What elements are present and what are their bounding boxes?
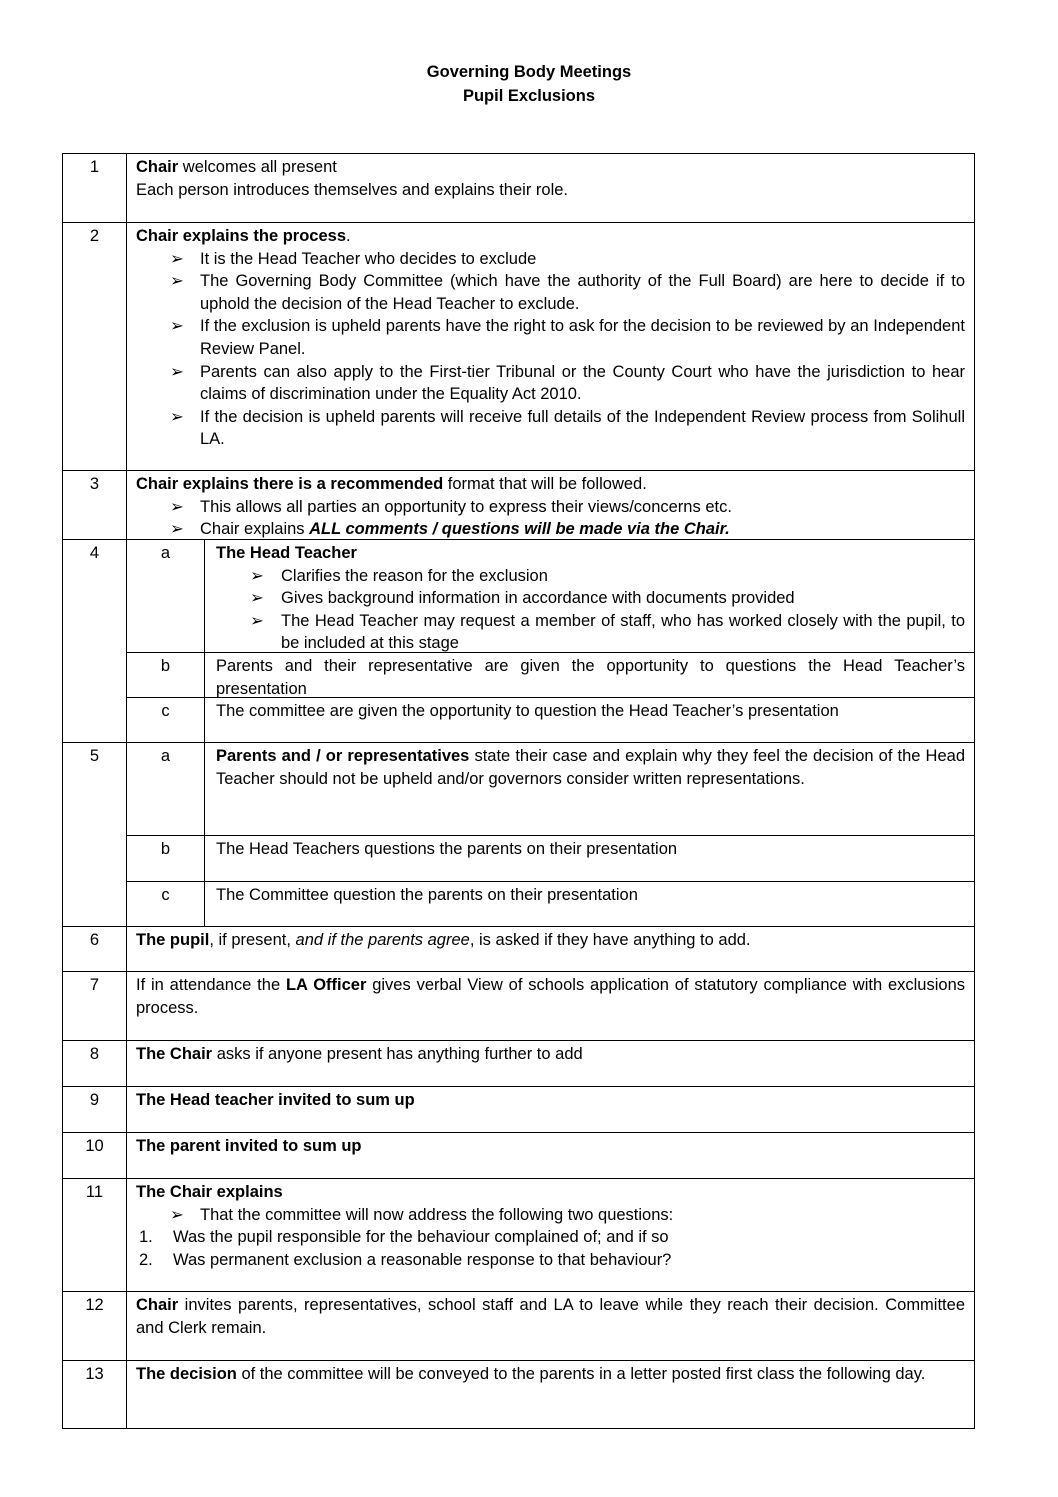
bullet-item: ➢ This allows all parties an opportunity to express their views/concerns etc. [136,496,965,519]
row-content: If in attendance the LA Officer gives verbal View of schools application of statutory compliance with exclusions process. [136,976,965,1017]
arrow-bullet-icon: ➢ [250,611,264,630]
sub-row-c [127,697,974,743]
row-number: 2 [63,223,127,470]
table-row-2 [62,222,975,470]
row-number: 4 [63,540,127,742]
sub-row-letter: a [127,743,205,835]
sub-row-letter: b [127,836,205,881]
row-number: 9 [63,1087,127,1132]
sub-row-content [216,542,965,655]
table-row-12 [62,1291,975,1360]
table-row-1 [62,153,975,222]
row-content: The decision of the committee will be conveyed to the parents in a letter posted first class the following day. [136,1365,926,1383]
bullet-item: ➢ If the exclusion is upheld parents have the right to ask for the decision to be reviewed by an Independent Review Panel. [170,317,965,358]
row-number: 8 [63,1041,127,1086]
sub-row-text: state their case and explain why they feel the decision of the Head Teacher should not be upheld and/or governors consider written representations. [216,747,965,788]
table-row-5 [62,742,975,926]
row-number: 12 [63,1292,127,1360]
row-heading: The Chair explains [136,1183,283,1201]
row-content [136,156,965,201]
bullet-item: ➢ If the decision is upheld parents will receive full details of the Independent Review process from Solihull LA. [170,407,965,449]
bullet-item: ➢ That the committee will now address the following two questions: [136,1204,965,1227]
sub-row-text: Parents and their representative are given the opportunity to questions the Head Teacher’s presentation [216,657,965,698]
numbered-item: 2. Was permanent exclusion a reasonable response to that behaviour? [139,1250,672,1269]
row-text: Each person introduces themselves and explains their role. [136,180,568,199]
table-row-6 [62,926,975,971]
bullet-item: ➢ It is the Head Teacher who decides to exclude [136,248,965,271]
sub-row-heading: The Head Teacher [216,544,357,562]
row-number: 1 [63,154,127,222]
arrow-bullet-icon: ➢ [170,407,184,426]
row-text: . [346,227,351,245]
row-text: welcomes all present [178,158,337,176]
sub-row-text: The Committee question the parents on their presentation [216,886,638,904]
page-title: Governing Body Meetings [426,63,632,81]
table-row-10 [62,1132,975,1178]
sub-row-letter: a [127,540,205,652]
chair-label: Chair [136,158,179,176]
bullet-item: ➢ Clarifies the reason for the exclusion [216,565,965,588]
row-heading: Chair explains there is a recommended [136,475,444,493]
table-row-11 [62,1178,975,1291]
sub-row-b [127,835,974,881]
table-row-9 [62,1086,975,1132]
row-content [136,1181,965,1271]
row-text: format that will be followed. [443,475,647,493]
row-content: Chair invites parents, representatives, school staff and LA to leave while they reach their decision. Committee and Clerk remain. [136,1296,965,1337]
arrow-bullet-icon: ➢ [170,1205,184,1224]
row-number: 5 [63,743,127,926]
table-row-8 [62,1040,975,1086]
arrow-bullet-icon: ➢ [170,249,184,268]
bullet-item: ➢ Parents can also apply to the First-tier Tribunal or the County Court who have the jurisdiction to hear claims of discrimination under the Equality Act 2010. [170,362,965,404]
arrow-bullet-icon: ➢ [170,497,184,516]
sub-row-b [127,652,974,697]
arrow-bullet-icon: ➢ [170,317,184,336]
arrow-bullet-icon: ➢ [170,520,184,539]
row-number: 3 [63,471,127,539]
row-number: 7 [63,972,127,1040]
row-content: The pupil, if present, and if the parents agree, is asked if they have anything to add. [136,931,751,949]
arrow-bullet-icon: ➢ [170,272,184,291]
bullet-item: ➢ Gives background information in accordance with documents provided [216,587,965,610]
row-content: The Chair asks if anyone present has anything further to add [136,1045,583,1063]
table-row-13 [62,1360,975,1429]
row-number: 10 [63,1133,127,1178]
row-number: 13 [63,1361,127,1428]
row-content: The parent invited to sum up [136,1137,362,1155]
sub-row-content [216,745,965,790]
row-content [136,473,965,541]
bullet-item: ➢ Chair explains ALL comments / questions will be made via the Chair. [136,518,965,541]
row-number: 11 [63,1179,127,1291]
arrow-bullet-icon: ➢ [250,589,264,608]
row-content [136,225,965,451]
arrow-bullet-icon: ➢ [250,566,264,585]
sub-row-text: The committee are given the opportunity to question the Head Teacher’s presentation [216,702,839,720]
sub-row-letter: c [127,882,205,927]
table-row-4 [62,539,975,742]
sub-row-letter: c [127,698,205,743]
sub-row-a [127,743,974,835]
emphasis-text: ALL comments / questions will be made via the Chair. [309,520,730,539]
numbered-item: 1. Was the pupil responsible for the behaviour complained of; and if so [139,1228,669,1247]
sub-row-text: The Head Teachers questions the parents on their presentation [216,840,678,858]
table-row-3 [62,470,975,539]
page-subtitle: Pupil Exclusions [462,87,596,105]
arrow-bullet-icon: ➢ [170,362,184,381]
table-row-7 [62,971,975,1040]
bullet-item: ➢ The Governing Body Committee (which have the authority of the Full Board) are here to decide if to uphold the decision of the Head Teacher to exclude. [170,272,965,313]
sub-row-c [127,881,974,927]
bullet-item: ➢ The Head Teacher may request a member of staff, who has worked closely with the pupil, to be included at this stage [250,611,965,653]
row-content: The Head teacher invited to sum up [136,1091,415,1109]
row-number: 6 [63,927,127,971]
sub-row-letter: b [127,653,205,697]
row-heading: Chair explains the process [136,227,346,245]
sub-row-heading: Parents and / or representatives [216,747,470,765]
sub-row-a [127,540,974,652]
